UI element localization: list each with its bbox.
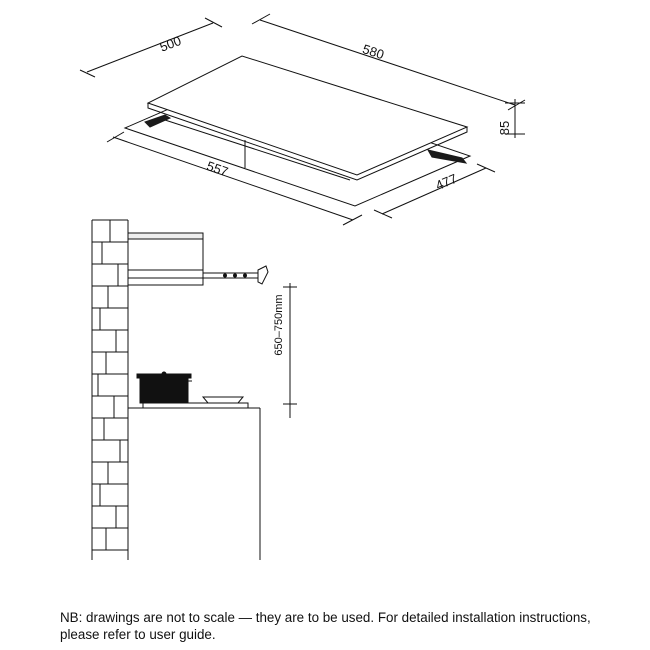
pot	[137, 372, 192, 403]
brick-wall	[92, 220, 128, 560]
hob-top-view	[80, 14, 525, 225]
label-580: 580	[360, 41, 387, 63]
right-foot	[428, 150, 466, 163]
installation-note	[60, 609, 630, 643]
dim-clearance	[283, 283, 297, 418]
dim-500	[80, 18, 222, 77]
note-line-2: please refer to user guide.	[60, 627, 216, 642]
label-85: 85	[497, 120, 512, 136]
dim-477	[374, 164, 495, 218]
cooker-hood	[128, 233, 268, 285]
label-clearance: 650–750mm	[273, 294, 285, 356]
label-477: 477	[433, 170, 460, 194]
label-557: 557	[204, 158, 231, 180]
kitchen-side-view	[92, 220, 297, 560]
label-500: 500	[157, 32, 184, 55]
glass-top	[148, 56, 467, 175]
note-line-1: NB: drawings are not to scale — they are to be used. For detailed installation instructions,	[60, 610, 591, 625]
left-foot	[145, 115, 170, 127]
worktop-cabinet	[128, 403, 260, 560]
pan	[203, 397, 243, 403]
